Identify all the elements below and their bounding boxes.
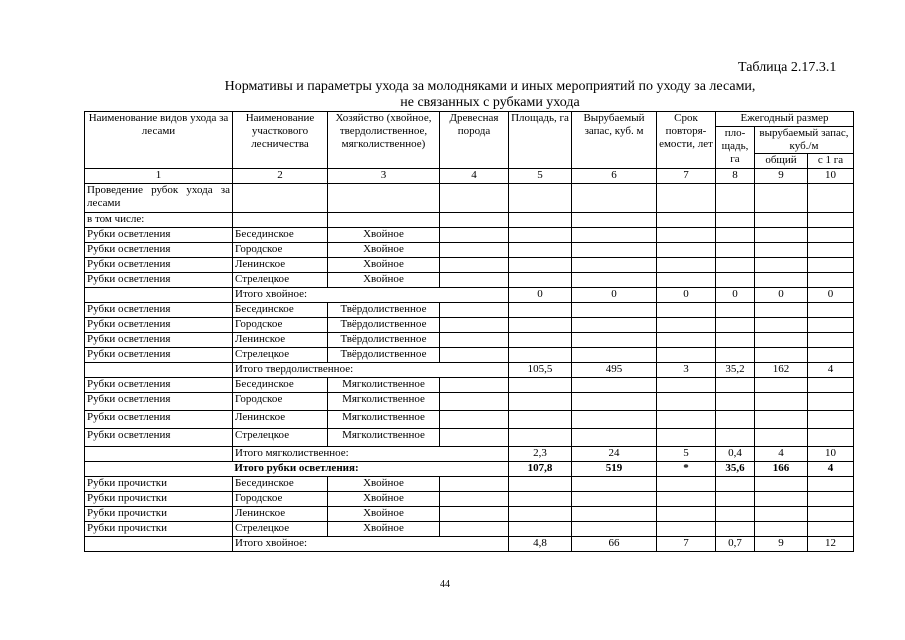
column-number: 4 xyxy=(440,169,509,184)
table-cell: Мягколиственное xyxy=(328,378,440,393)
table-row xyxy=(85,393,854,411)
table-number: Таблица 2.17.3.1 xyxy=(738,60,837,75)
table-cell xyxy=(572,378,657,393)
table-cell xyxy=(716,333,755,348)
table-row xyxy=(85,378,854,393)
subtotal-label: Итого твердолиственное: xyxy=(233,363,509,378)
table-row xyxy=(85,333,854,348)
table-row xyxy=(85,429,854,447)
table-cell xyxy=(808,492,854,507)
table-cell: Городское xyxy=(233,243,328,258)
table-cell xyxy=(657,393,716,411)
table-cell xyxy=(716,507,755,522)
table-cell xyxy=(808,318,854,333)
table-cell: Рубки прочистки xyxy=(85,492,233,507)
total-value: 495 xyxy=(572,363,657,378)
table-cell: Стрелецкое xyxy=(233,273,328,288)
total-value: 0 xyxy=(657,288,716,303)
table-cell xyxy=(716,477,755,492)
table-cell: Рубки осветления xyxy=(85,378,233,393)
table-cell: Ленинское xyxy=(233,258,328,273)
header-type: Наименование видов ухода за лесами xyxy=(85,112,233,169)
table-cell xyxy=(716,303,755,318)
table-cell xyxy=(657,258,716,273)
total-value: * xyxy=(657,462,716,477)
table-cell xyxy=(509,411,572,429)
table-cell xyxy=(440,411,509,429)
table-cell xyxy=(755,318,808,333)
subtotal-row xyxy=(85,537,854,552)
table-row xyxy=(85,243,854,258)
total-value: 0 xyxy=(572,288,657,303)
table-cell: Городское xyxy=(233,393,328,411)
column-number: 6 xyxy=(572,169,657,184)
table-cell xyxy=(808,303,854,318)
table-cell xyxy=(509,318,572,333)
table-cell xyxy=(716,393,755,411)
table-cell: Мягколиственное xyxy=(328,393,440,411)
table-cell: Рубки осветления xyxy=(85,258,233,273)
table-cell: Хвойное xyxy=(328,492,440,507)
total-value: 10 xyxy=(808,447,854,462)
total-value: 35,2 xyxy=(716,363,755,378)
total-value: 107,8 xyxy=(509,462,572,477)
grand-total-row xyxy=(85,462,854,477)
column-number: 2 xyxy=(233,169,328,184)
table-row xyxy=(85,348,854,363)
header-stock: Вырубаемый запас, куб. м xyxy=(572,112,657,169)
table-cell xyxy=(509,492,572,507)
table-cell xyxy=(808,378,854,393)
table-cell xyxy=(509,303,572,318)
table-cell xyxy=(755,492,808,507)
table-cell xyxy=(440,348,509,363)
table-cell xyxy=(657,522,716,537)
table-title-line1: Нормативы и параметры ухода за молодняками и иных мероприятий по уходу за лесами, xyxy=(224,79,756,94)
table-cell xyxy=(808,477,854,492)
table-cell xyxy=(657,348,716,363)
table-cell xyxy=(657,228,716,243)
total-value: 105,5 xyxy=(509,363,572,378)
table-cell xyxy=(755,507,808,522)
empty-cell xyxy=(85,447,233,462)
table-cell xyxy=(440,492,509,507)
header-area: Площадь, га xyxy=(509,112,572,169)
table-cell: Хвойное xyxy=(328,273,440,288)
table-cell: Хвойное xyxy=(328,507,440,522)
table-cell xyxy=(755,258,808,273)
header-forestry: Наименование участкового лесничества xyxy=(233,112,328,169)
column-number: 3 xyxy=(328,169,440,184)
table-cell xyxy=(440,522,509,537)
table-cell xyxy=(572,258,657,273)
table-cell: Хвойное xyxy=(328,477,440,492)
total-value: 0,4 xyxy=(716,447,755,462)
table-cell xyxy=(657,243,716,258)
empty-cell xyxy=(85,288,233,303)
header-species: Древесная порода xyxy=(440,112,509,169)
column-numbers-row xyxy=(85,169,854,184)
table-row xyxy=(85,507,854,522)
table-cell: Рубки осветления xyxy=(85,303,233,318)
table-cell xyxy=(808,507,854,522)
total-value: 166 xyxy=(755,462,808,477)
table-row xyxy=(85,522,854,537)
table-cell: Стрелецкое xyxy=(233,429,328,447)
table-cell: Рубки прочистки xyxy=(85,522,233,537)
table-cell xyxy=(440,333,509,348)
table-cell xyxy=(716,429,755,447)
table-cell xyxy=(572,348,657,363)
table-cell xyxy=(440,243,509,258)
page-number: 44 xyxy=(440,579,450,590)
intro-row xyxy=(85,184,854,213)
table-cell: Рубки осветления xyxy=(85,429,233,447)
table-row xyxy=(85,273,854,288)
table-cell xyxy=(657,273,716,288)
total-value: 35,6 xyxy=(716,462,755,477)
total-value: 4 xyxy=(755,447,808,462)
table-cell xyxy=(716,243,755,258)
in-that-cell: в том числе: xyxy=(85,213,233,228)
empty-cell xyxy=(85,537,233,552)
table-cell xyxy=(440,429,509,447)
table-cell xyxy=(509,258,572,273)
total-value: 5 xyxy=(657,447,716,462)
table-cell xyxy=(509,243,572,258)
table-cell xyxy=(509,393,572,411)
total-value: 4,8 xyxy=(509,537,572,552)
table-cell xyxy=(440,378,509,393)
table-cell: Хвойное xyxy=(328,258,440,273)
table-cell xyxy=(716,522,755,537)
table-cell: Городское xyxy=(233,492,328,507)
table-cell: Рубки осветления xyxy=(85,411,233,429)
table-cell xyxy=(755,273,808,288)
table-cell xyxy=(755,228,808,243)
table-cell xyxy=(440,228,509,243)
table-cell xyxy=(440,258,509,273)
table-cell: Рубки осветления xyxy=(85,228,233,243)
table-cell xyxy=(572,333,657,348)
table-cell: Твёрдолиственное xyxy=(328,318,440,333)
table-cell xyxy=(716,258,755,273)
table-cell xyxy=(808,228,854,243)
table-cell: Стрелецкое xyxy=(233,522,328,537)
table-cell xyxy=(440,393,509,411)
subtotal-label: Итого хвойное: xyxy=(233,537,509,552)
table-cell: Рубки осветления xyxy=(85,273,233,288)
header-per-ha: с 1 га xyxy=(808,154,854,169)
table-cell xyxy=(716,411,755,429)
table-cell xyxy=(808,393,854,411)
in-that-row xyxy=(85,213,854,228)
table-cell: Рубки осветления xyxy=(85,348,233,363)
total-value: 66 xyxy=(572,537,657,552)
table-cell xyxy=(572,411,657,429)
intro-cell: Проведение рубок ухода за лесами xyxy=(85,184,233,213)
table-cell xyxy=(657,318,716,333)
subtotal-label: Итого мягколиственное: xyxy=(233,447,509,462)
table-row xyxy=(85,477,854,492)
table-cell: Бесединское xyxy=(233,228,328,243)
table-cell xyxy=(716,273,755,288)
total-value: 4 xyxy=(808,462,854,477)
table-cell xyxy=(509,273,572,288)
table-cell xyxy=(755,522,808,537)
subtotal-row xyxy=(85,447,854,462)
header-annual-area: пло-щадь, га xyxy=(716,127,755,169)
table-cell: Ленинское xyxy=(233,411,328,429)
table-cell xyxy=(509,522,572,537)
table-cell xyxy=(755,303,808,318)
table-cell xyxy=(755,411,808,429)
total-value: 0 xyxy=(808,288,854,303)
table-cell xyxy=(716,378,755,393)
table-cell: Ленинское xyxy=(233,333,328,348)
header-economy: Хозяйство (хвойное, твердолиственное, мягколиственное) xyxy=(328,112,440,169)
total-value: 0 xyxy=(509,288,572,303)
table-cell: Рубки осветления xyxy=(85,393,233,411)
table-cell xyxy=(509,348,572,363)
table-cell: Городское xyxy=(233,318,328,333)
table-row xyxy=(85,258,854,273)
table-row xyxy=(85,228,854,243)
table-cell: Твёрдолиственное xyxy=(328,348,440,363)
table-cell: Бесединское xyxy=(233,378,328,393)
total-value: 4 xyxy=(808,363,854,378)
total-value: 519 xyxy=(572,462,657,477)
table-cell xyxy=(440,477,509,492)
total-value: 24 xyxy=(572,447,657,462)
table-cell: Ленинское xyxy=(233,507,328,522)
table-cell xyxy=(808,348,854,363)
table-cell: Бесединское xyxy=(233,477,328,492)
table-cell xyxy=(440,318,509,333)
table-cell xyxy=(440,303,509,318)
total-value: 162 xyxy=(755,363,808,378)
table-cell xyxy=(755,393,808,411)
table-cell xyxy=(572,507,657,522)
table-cell: Стрелецкое xyxy=(233,348,328,363)
table-row xyxy=(85,492,854,507)
table-cell xyxy=(572,492,657,507)
table-cell: Твёрдолиственное xyxy=(328,303,440,318)
table-cell xyxy=(808,258,854,273)
table-cell xyxy=(808,273,854,288)
table-cell xyxy=(716,228,755,243)
table-cell xyxy=(657,378,716,393)
table-cell: Рубки осветления xyxy=(85,243,233,258)
table-cell xyxy=(572,243,657,258)
table-cell xyxy=(755,243,808,258)
header-total: общий xyxy=(755,154,808,169)
table-cell xyxy=(716,348,755,363)
table-cell xyxy=(572,522,657,537)
header-annual-stock: вырубаемый запас, куб./м xyxy=(755,127,854,154)
table-cell: Хвойное xyxy=(328,228,440,243)
table-title-line2: не связанных с рубками ухода xyxy=(400,95,580,110)
subtotal-row xyxy=(85,363,854,378)
subtotal-row xyxy=(85,288,854,303)
table-cell: Рубки прочистки xyxy=(85,477,233,492)
total-value: 0 xyxy=(716,288,755,303)
table-cell xyxy=(755,348,808,363)
table-cell xyxy=(509,333,572,348)
table-cell xyxy=(509,378,572,393)
table-cell: Хвойное xyxy=(328,243,440,258)
table-cell xyxy=(716,318,755,333)
subtotal-label: Итого хвойное: xyxy=(233,288,509,303)
column-number: 9 xyxy=(755,169,808,184)
table-cell xyxy=(755,333,808,348)
total-value: 7 xyxy=(657,537,716,552)
column-number: 5 xyxy=(509,169,572,184)
table-cell xyxy=(755,378,808,393)
table-cell xyxy=(572,273,657,288)
table-cell xyxy=(716,492,755,507)
table-cell xyxy=(657,507,716,522)
table-cell xyxy=(657,477,716,492)
table-cell: Рубки осветления xyxy=(85,318,233,333)
total-value: 3 xyxy=(657,363,716,378)
table-cell xyxy=(755,429,808,447)
table-cell xyxy=(808,243,854,258)
column-number: 10 xyxy=(808,169,854,184)
table-row xyxy=(85,303,854,318)
table-cell xyxy=(657,429,716,447)
total-value: 0,7 xyxy=(716,537,755,552)
table-cell xyxy=(572,318,657,333)
table-row xyxy=(85,411,854,429)
table-cell xyxy=(808,411,854,429)
column-number: 7 xyxy=(657,169,716,184)
empty-cell xyxy=(85,363,233,378)
table-cell xyxy=(440,507,509,522)
table-cell xyxy=(572,303,657,318)
table-cell xyxy=(657,411,716,429)
table-cell xyxy=(808,429,854,447)
table-cell xyxy=(509,429,572,447)
norms-table xyxy=(84,111,854,552)
total-value: 2,3 xyxy=(509,447,572,462)
table-cell xyxy=(572,477,657,492)
header-period: Срок повторя-емости, лет xyxy=(657,112,716,169)
table-cell xyxy=(808,333,854,348)
table-cell: Мягколиственное xyxy=(328,429,440,447)
table-cell xyxy=(509,228,572,243)
table-cell xyxy=(572,429,657,447)
total-value: 0 xyxy=(755,288,808,303)
table-cell: Твёрдолиственное xyxy=(328,333,440,348)
table-cell xyxy=(509,477,572,492)
table-cell: Бесединское xyxy=(233,303,328,318)
table-cell xyxy=(657,492,716,507)
table-cell xyxy=(572,228,657,243)
table-cell: Хвойное xyxy=(328,522,440,537)
total-value: 12 xyxy=(808,537,854,552)
table-cell xyxy=(657,303,716,318)
table-cell xyxy=(440,273,509,288)
table-cell xyxy=(572,393,657,411)
table-cell: Рубки осветления xyxy=(85,333,233,348)
table-cell: Мягколиственное xyxy=(328,411,440,429)
table-cell xyxy=(808,522,854,537)
table-cell xyxy=(509,507,572,522)
column-number: 8 xyxy=(716,169,755,184)
grand-total-label: Итого рубки осветления: xyxy=(85,462,509,477)
table-row xyxy=(85,318,854,333)
table-cell xyxy=(657,333,716,348)
column-number: 1 xyxy=(85,169,233,184)
table-cell: Рубки прочистки xyxy=(85,507,233,522)
header-annual: Ежегодный размер xyxy=(716,112,854,127)
table-cell xyxy=(755,477,808,492)
total-value: 9 xyxy=(755,537,808,552)
